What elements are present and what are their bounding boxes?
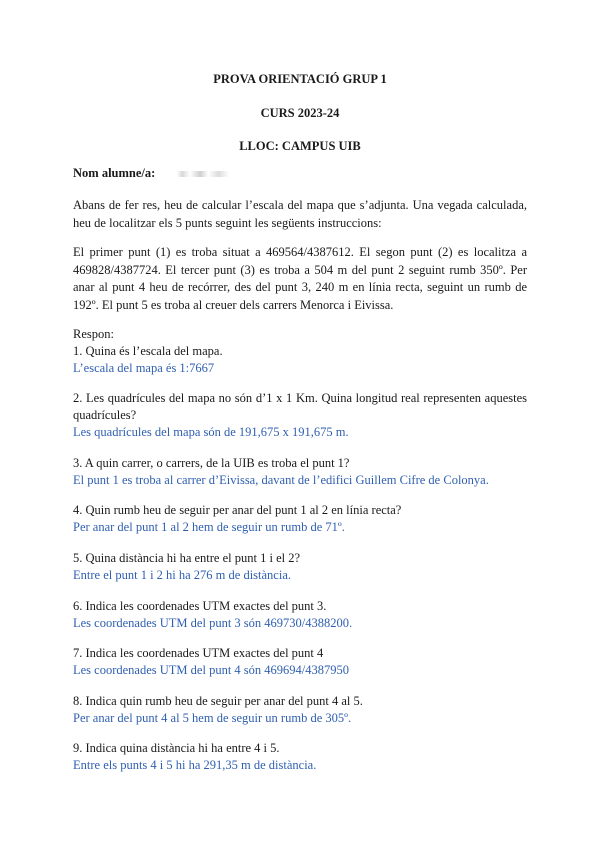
question-7: 7. Indica les coordenades UTM exactes del punt 4 xyxy=(73,646,324,660)
answer-5: Entre el punt 1 i 2 hi ha 276 m de distància. xyxy=(73,568,292,582)
question-4: 4. Quin rumb heu de seguir per anar del punt 1 al 2 en línia recta? xyxy=(73,503,402,517)
answer-2: Les quadrícules del mapa són de 191,675 x 191,675 m. xyxy=(73,425,349,439)
respon-label: Respon: xyxy=(73,327,114,341)
location-heading: LLOC: CAMPUS UIB xyxy=(239,139,361,153)
question-6: 6. Indica les coordenades UTM exactes del punt 3. xyxy=(73,599,327,613)
instructions-paragraph: El primer punt (1) es troba situat a 469564/4387612. El segon punt (2) es localitza a 469828/4387724. El tercer punt (3) es troba a 504 m del punt 2 seguint rumb 350º. Per anar al punt 4 heu de recórrer, des del punt 3, 240 m en línia recta, seguint un rumb de 192º. El punt 5 es troba al creuer dels carrers Menorca i Eivissa. xyxy=(73,245,527,312)
question-3: 3. A quin carrer, o carrers, de la UIB es troba el punt 1? xyxy=(73,456,350,470)
answer-6: Les coordenades UTM del punt 3 són 469730/4388200. xyxy=(73,616,353,630)
answer-9: Entre els punts 4 i 5 hi ha 291,35 m de distància. xyxy=(73,758,317,772)
question-9: 9. Indica quina distància hi ha entre 4 i 5. xyxy=(73,741,280,755)
answer-3: El punt 1 es troba al carrer d’Eivissa, davant de l’edifici Guillem Cifre de Colonya. xyxy=(73,473,489,487)
question-5: 5. Quina distància hi ha entre el punt 1 i el 2? xyxy=(73,551,301,565)
document-title: PROVA ORIENTACIÓ GRUP 1 xyxy=(213,72,387,86)
answer-4: Per anar del punt 1 al 2 hem de seguir un rumb de 71º. xyxy=(73,520,345,534)
question-2: 2. Les quadrícules del mapa no són d’1 x 1 Km. Quina longitud real representen aquestes quadrícules? xyxy=(73,391,527,422)
answer-1: L’escala del mapa és 1:7667 xyxy=(73,361,215,375)
student-name-row xyxy=(73,166,229,181)
question-1: 1. Quina és l’escala del mapa. xyxy=(73,344,223,358)
answer-8: Per anar del punt 4 al 5 hem de seguir un rumb de 305º. xyxy=(73,711,352,725)
question-8: 8. Indica quin rumb heu de seguir per anar del punt 4 al 5. xyxy=(73,694,363,708)
answer-7: Les coordenades UTM del punt 4 són 469694/4387950 xyxy=(73,663,350,677)
intro-paragraph: Abans de fer res, heu de calcular l’escala del mapa que s’adjunta. Una vegada calculada, heu de localitzar els 5 punts seguint les següents instruccions: xyxy=(73,198,527,230)
course-heading: CURS 2023-24 xyxy=(260,106,340,120)
redacted-name xyxy=(177,171,229,177)
student-name-label: Nom alumne/a: xyxy=(73,166,156,180)
